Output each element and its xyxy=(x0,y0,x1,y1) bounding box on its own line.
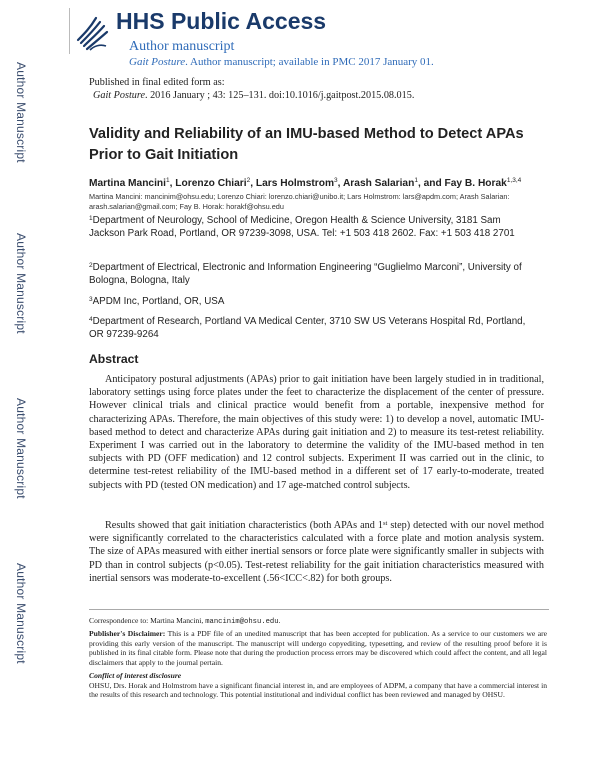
hhs-eagle-logo-icon xyxy=(74,10,110,54)
affiliation-text: Department of Electrical, Electronic and Information Engineering “Guglielmo Marconi”, University of Bologna, Bologna, Italy xyxy=(89,262,522,286)
coi-heading: Conflict of interest disclosure xyxy=(89,671,182,680)
citation-journal: Gait Posture xyxy=(93,89,145,101)
abstract-paragraph-1: Anticipatory postural adjustments (APAs) prior to gait initiation have been largely studied in in traditional, laboratory settings using force plates under the feet to characterize the displacement of the center of pressure. However clinical trials and clinical practice would benefit from a portable, inexpensive method for characterizing APAs. Therefore, the main objectives of this study were: 1) to develop a novel, automatic IMU-based method to detect and characterize APAs during gait initiation and 2) to measure its test-retest reliability. Experiment I was carried out in the laboratory to determine the validity of the IMU-based method in ten subjects with PD (OFF medication) and 12 control subjects. Experiment II was carried out in the clinic, to determine test-retest reliability of the IMU-based method in a different set of 17 early-to-moderate, treated subjects with PD (tested ON medication) and 17 age-matched control subjects. xyxy=(89,374,544,491)
abstract-p2-sup: st xyxy=(382,520,388,527)
author-emails: Martina Mancini: mancinim@ohsu.edu; Lorenzo Chiari: lorenzo.chiari@unibo.it; Lars Holmstrom: lars@apdm.com; Arash Salarian: arash.salarian@gmail.com; Fay B. Horak: horakf@ohsu.edu xyxy=(89,192,510,211)
header-divider xyxy=(69,8,70,54)
correspondence-email[interactable]: mancinim@ohsu.edu xyxy=(205,618,279,626)
footnote-rule xyxy=(89,609,549,610)
affiliation-sup: 4 xyxy=(89,316,93,323)
author-sup: 1,3,4 xyxy=(506,177,522,184)
author-name: Arash Salarian xyxy=(342,178,415,189)
abstract-heading: Abstract xyxy=(89,352,139,366)
sidebar-label: Author Manuscript xyxy=(14,398,28,499)
affiliation-3 xyxy=(89,293,531,308)
published-line: Published in final edited form as: xyxy=(89,77,225,88)
hhs-public-access-title: HHS Public Access xyxy=(116,8,327,34)
status-text: . Author manuscript; available in PMC 2017 January 01. xyxy=(185,56,434,68)
author-manuscript-sidebar xyxy=(0,0,40,776)
abstract-p2-rest: step) detected with our novel method were significantly correlated to the characteristics calculated with a force plate and motion analysis system. The size of APAs measured with either inertial sensors or force plate were significantly smaller in subjects with PD than in control subjects (p<0.05). Test-retest reliability for the gait initiation characteristics measured with inertial sensors was moderate-to-excellent (.56<ICC<.82) for both groups. xyxy=(89,520,544,584)
abstract-p2-start: Results showed that gait initiation characteristics (both APAs and 1 xyxy=(105,520,383,531)
sidebar-label: Author Manuscript xyxy=(14,62,28,163)
author-sup: 1 xyxy=(414,177,418,184)
affiliation-sup: 3 xyxy=(89,296,93,303)
affiliation-text: APDM Inc, Portland, OR, USA xyxy=(92,296,225,307)
paper-title: Validity and Reliability of an IMU-based Method to Detect APAs Prior to Gait Initiation xyxy=(89,126,524,163)
correspondence xyxy=(89,616,547,628)
author-sup: 3 xyxy=(334,177,338,184)
affiliation-text: Department of Neurology, School of Medicine, Oregon Health & Science University, 3181 Sam Jackson Park Road, Portland, OR 97239-3098, USA. Tel: +1 503 418 2602. Fax: +1 503 418 2701 xyxy=(89,215,515,239)
manuscript-availability xyxy=(129,56,434,68)
sidebar-label: Author Manuscript xyxy=(14,233,28,334)
author-list: Martina Mancini$^1$, Lorenzo Chiari$^2$, Lars Holmstrom$^3$, Arash Salarian$^1$, and Fay B. Horak$^{1,3,4}$ xyxy=(89,177,522,189)
affiliation-text: Department of Research, Portland VA Medical Center, 3710 SW US Veterans Hospital Rd, Portland, OR 97239-9264 xyxy=(89,316,526,340)
status-journal: Gait Posture xyxy=(129,56,186,68)
author-sup: 1 xyxy=(165,177,170,184)
author-manuscript-subtitle: Author manuscript xyxy=(129,39,235,54)
citation xyxy=(89,90,414,103)
correspondence-end: . xyxy=(278,616,281,625)
affiliation-1 xyxy=(89,212,531,240)
disclaimer-label: Publisher's Disclaimer: xyxy=(89,629,166,638)
affiliation-sup: 1 xyxy=(89,215,93,222)
abstract-paragraph-2 xyxy=(89,517,544,585)
conflict-of-interest xyxy=(89,671,547,700)
correspondence-label: Correspondence to: Martina Mancini, xyxy=(89,616,206,625)
publisher-disclaimer xyxy=(89,629,547,667)
author-name: Lars Holmstrom xyxy=(255,178,335,189)
author-name: Fay B. Horak xyxy=(444,178,507,189)
publication-info xyxy=(89,77,414,102)
affiliation-sup: 2 xyxy=(89,262,93,269)
author-name: Lorenzo Chiari xyxy=(175,178,247,189)
affiliation-2 xyxy=(89,259,531,287)
coi-text: OHSU, Drs. Horak and Holmstrom have a significant financial interest in, and are employees of ADPM, a company that have a commercial interest in the results of this research and technology. This potential institutional and individual conflict has been reviewed and managed by OHSU. xyxy=(89,680,547,700)
author-sup: 2 xyxy=(246,177,251,184)
disclaimer-text: This is a PDF file of an unedited manuscript that has been accepted for publication. As a service to our customers we are providing this early version of the manuscript. The manuscript will undergo copyediting, typesetting, and review of the resulting proof before it is published in its final citable form. Please note that during the production process errors may be discovered which could affect the content, and all legal disclaimers that apply to the journal pertain. xyxy=(89,629,547,667)
citation-details: . 2016 January ; 43: 125–131. doi:10.1016/j.gaitpost.2015.08.015. xyxy=(144,89,415,101)
sidebar-label: Author Manuscript xyxy=(14,563,28,664)
affiliation-4 xyxy=(89,313,531,341)
author-name: Martina Mancini xyxy=(89,178,166,189)
